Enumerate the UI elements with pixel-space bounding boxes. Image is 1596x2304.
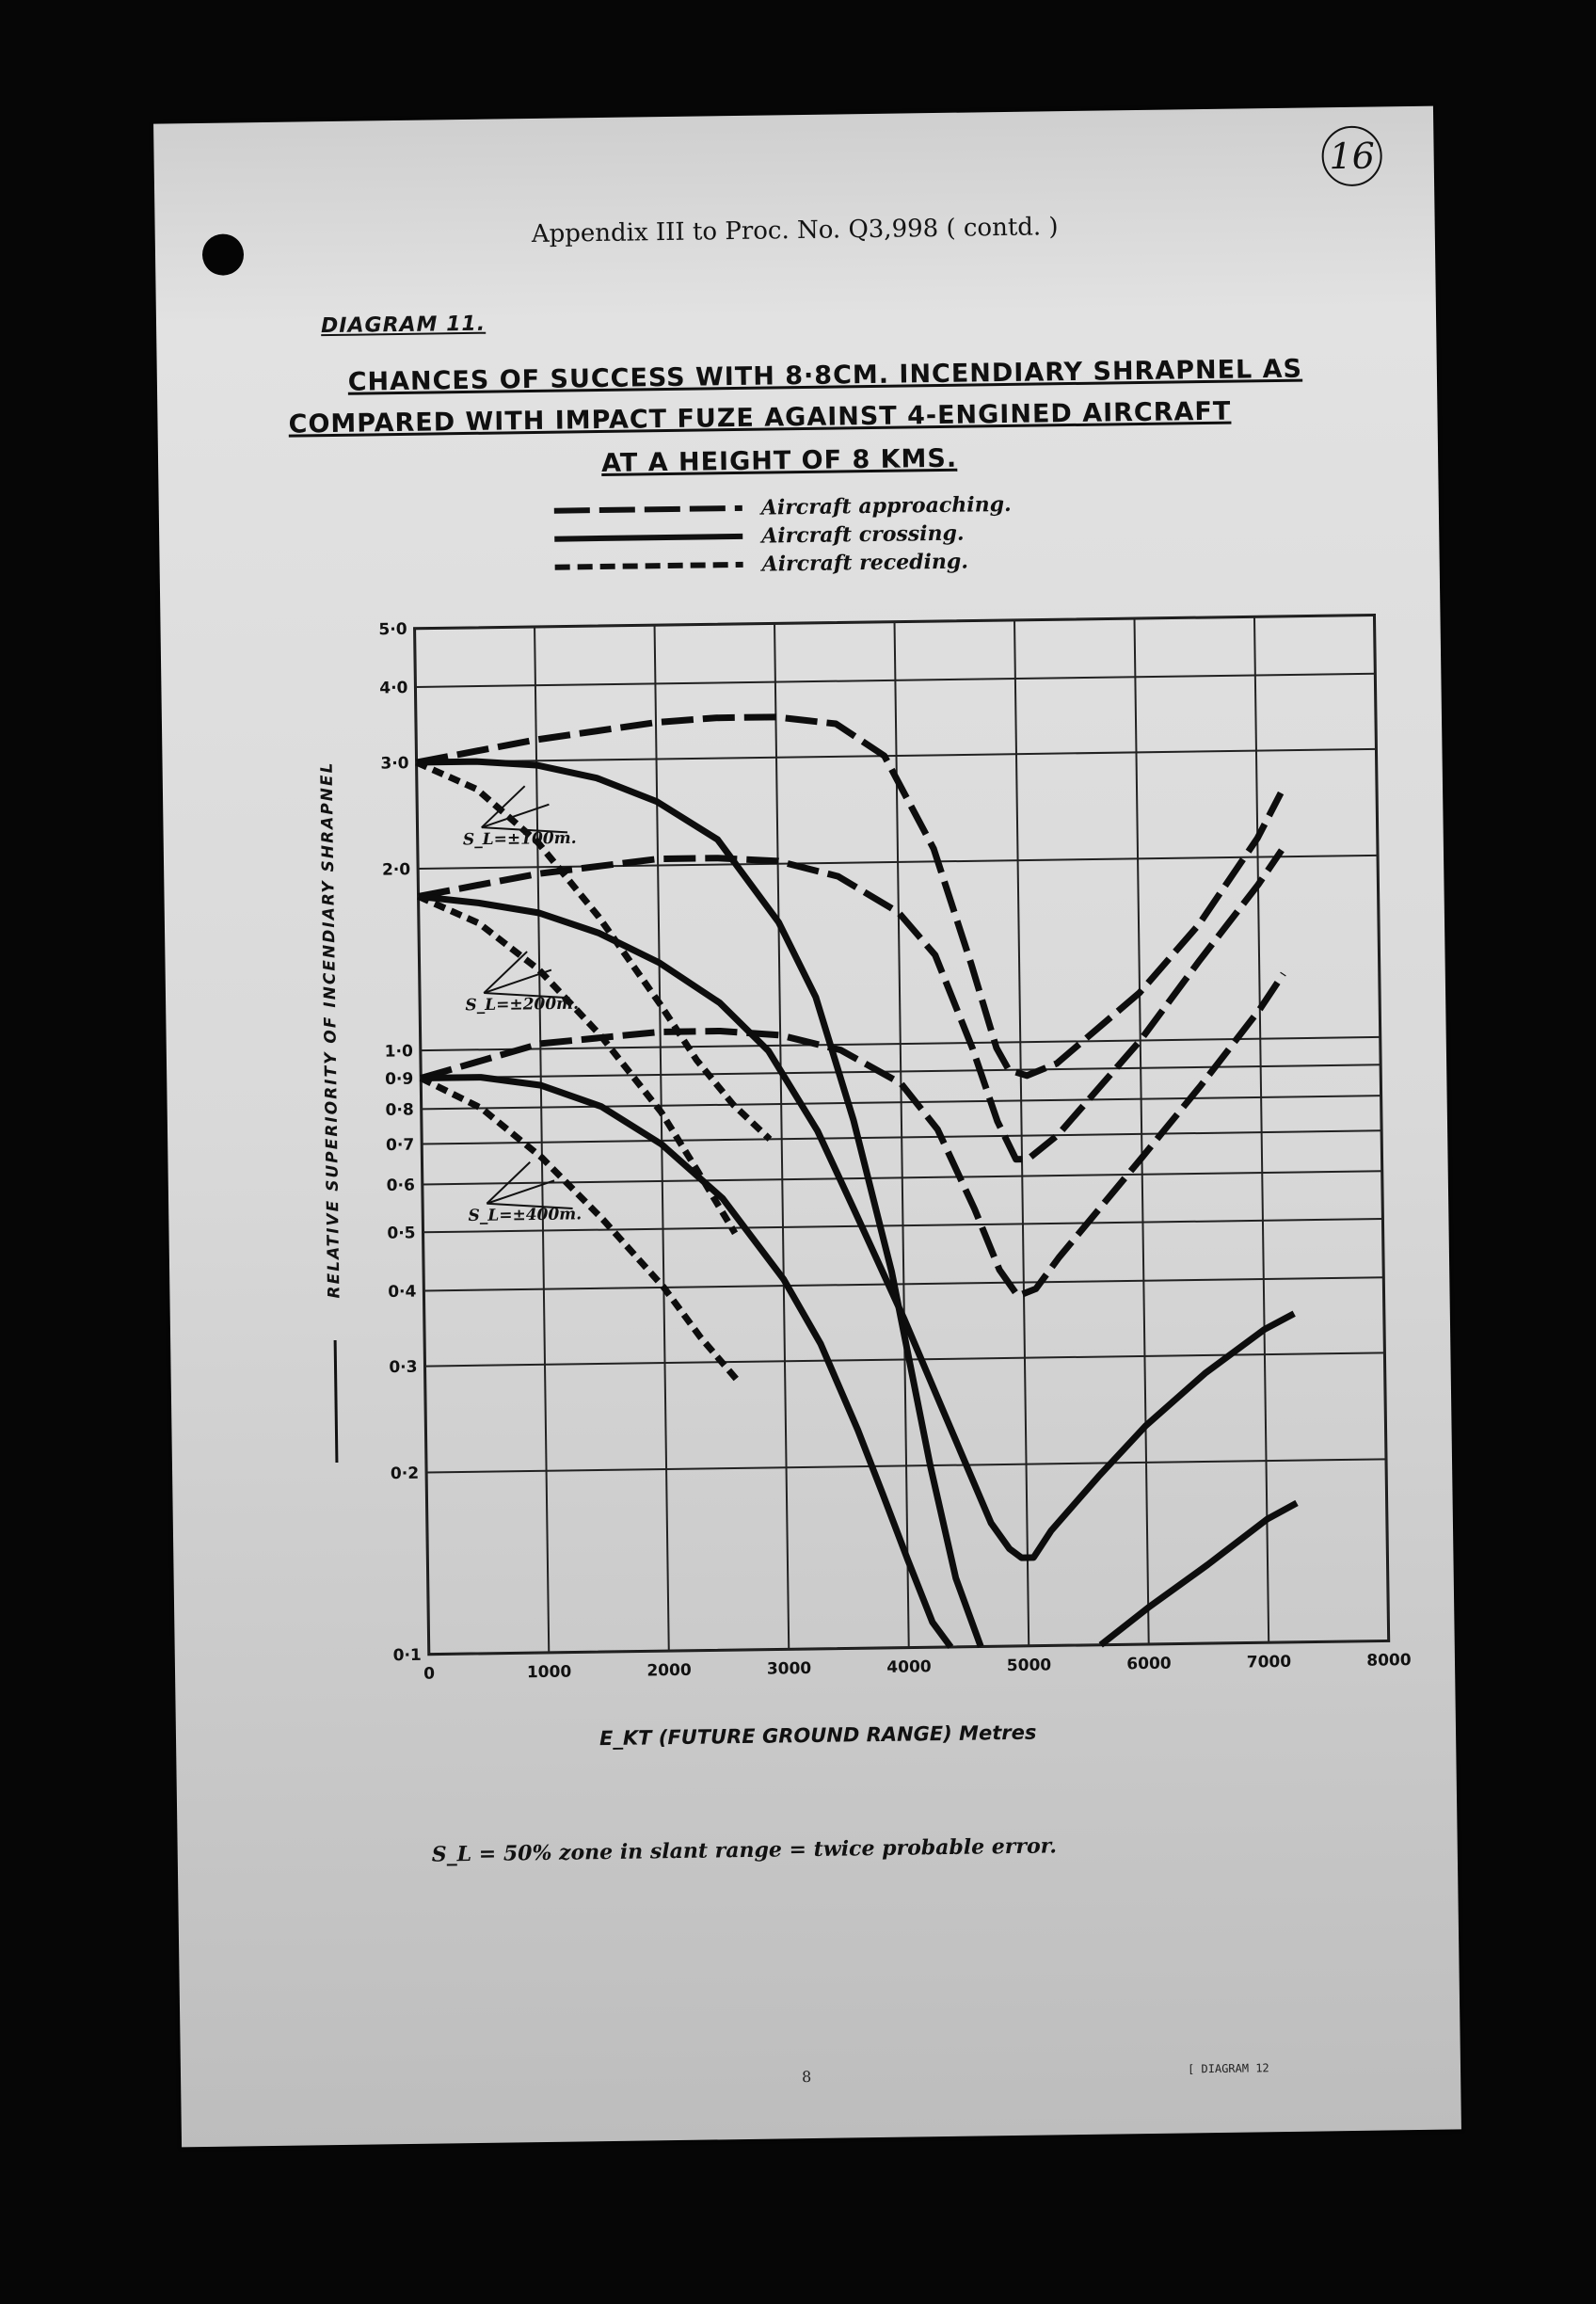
- x-grid-line: [535, 627, 549, 1653]
- legend-item-receding: [554, 548, 968, 582]
- series-line-short-dash: [417, 758, 770, 1144]
- x-grid-line: [1134, 618, 1148, 1644]
- page-number: 8: [801, 2068, 812, 2087]
- y-tick-label: 1·0: [384, 1042, 413, 1062]
- x-tick-label: 2000: [646, 1660, 692, 1681]
- y-tick-label: 0·9: [384, 1069, 414, 1090]
- x-grid-line: [1374, 616, 1388, 1641]
- y-tick-label: 3·0: [380, 754, 409, 774]
- title-line-1-text: CHANCES OF SUCCESS WITH 8·8CM. INCENDIARY SHRAPNEL AS: [347, 354, 1303, 397]
- series-line-solid: [419, 885, 1298, 1566]
- title-line-3: [139, 438, 1419, 485]
- y-tick-label: 5·0: [378, 619, 407, 640]
- y-tick-label: 4·0: [379, 679, 408, 698]
- y-axis-label: RELATIVE SUPERIORITY OF INCENDIARY SHRAPNEL: [317, 760, 344, 1299]
- title-line-3-text: AT A HEIGHT OF 8 KMS.: [600, 443, 958, 478]
- x-tick-label: 3000: [766, 1658, 812, 1679]
- x-grid-line: [774, 623, 789, 1649]
- y-tick-label: 0·4: [388, 1282, 417, 1302]
- document-sheet: [153, 106, 1461, 2148]
- group-annotation: S_L=±100m.: [462, 828, 577, 850]
- y-tick-label: 0·5: [387, 1224, 416, 1243]
- y-axis-arrow: [335, 1340, 337, 1463]
- page-number-stamp: 16: [1321, 125, 1382, 186]
- legend-label-crossing: Aircraft crossing.: [761, 520, 965, 549]
- title-line-2-text: COMPARED WITH IMPACT FUZE AGAINST 4-ENGINED AIRCRAFT: [288, 396, 1232, 440]
- y-tick-label: 2·0: [381, 860, 411, 880]
- y-tick-label: 0·7: [385, 1135, 415, 1156]
- x-grid-line: [1014, 620, 1029, 1646]
- annotation-pointer: [484, 952, 528, 993]
- legend-swatch-long-dash: [554, 504, 742, 516]
- x-tick-label: 7000: [1246, 1652, 1292, 1672]
- y-tick-label: 0·1: [392, 1645, 422, 1666]
- x-grid-line: [1254, 616, 1269, 1642]
- annotation-pointer: [484, 970, 551, 993]
- appendix-header: Appendix III to Proc. No. Q3,998 ( contd. ): [531, 213, 1059, 248]
- x-tick-label: 5000: [1006, 1656, 1052, 1676]
- legend-label-receding: Aircraft receding.: [761, 549, 969, 577]
- x-tick-label: 4000: [886, 1657, 932, 1677]
- group-annotation: S_L=±400m.: [468, 1205, 583, 1226]
- chart-annotations: [462, 785, 582, 1225]
- footnote: S_L = 50% zone in slant range = twice probable error.: [431, 1833, 1058, 1867]
- y-tick-label: 0·8: [385, 1100, 414, 1120]
- annotation-pointer: [481, 786, 525, 827]
- x-tick-label: 1000: [526, 1662, 572, 1683]
- y-tick-label: 0·3: [389, 1357, 418, 1378]
- y-tick-label: 0·2: [390, 1464, 420, 1484]
- y-tick-label: 0·6: [386, 1176, 415, 1196]
- title-line-2: [120, 394, 1399, 441]
- title-line-1: [185, 352, 1465, 399]
- legend-label-approaching: Aircraft approaching.: [760, 491, 1012, 520]
- next-diagram-reference: [ DIAGRAM 12: [1187, 2061, 1269, 2076]
- legend-swatch-solid: [554, 532, 742, 544]
- x-tick-label: 8000: [1366, 1651, 1412, 1671]
- group-annotation: S_L=±200m.: [465, 994, 580, 1016]
- legend-swatch-short-dash: [555, 560, 743, 572]
- chart: [273, 577, 1412, 1731]
- series-line-long-dash: [420, 974, 1288, 1304]
- x-tick-label: 0: [423, 1664, 436, 1684]
- x-tick-label: 6000: [1126, 1654, 1172, 1674]
- x-grid-line: [415, 629, 429, 1655]
- x-axis-label: E_KT (FUTURE GROUND RANGE) Metres: [598, 1720, 1037, 1751]
- diagram-label: DIAGRAM 11.: [320, 312, 487, 339]
